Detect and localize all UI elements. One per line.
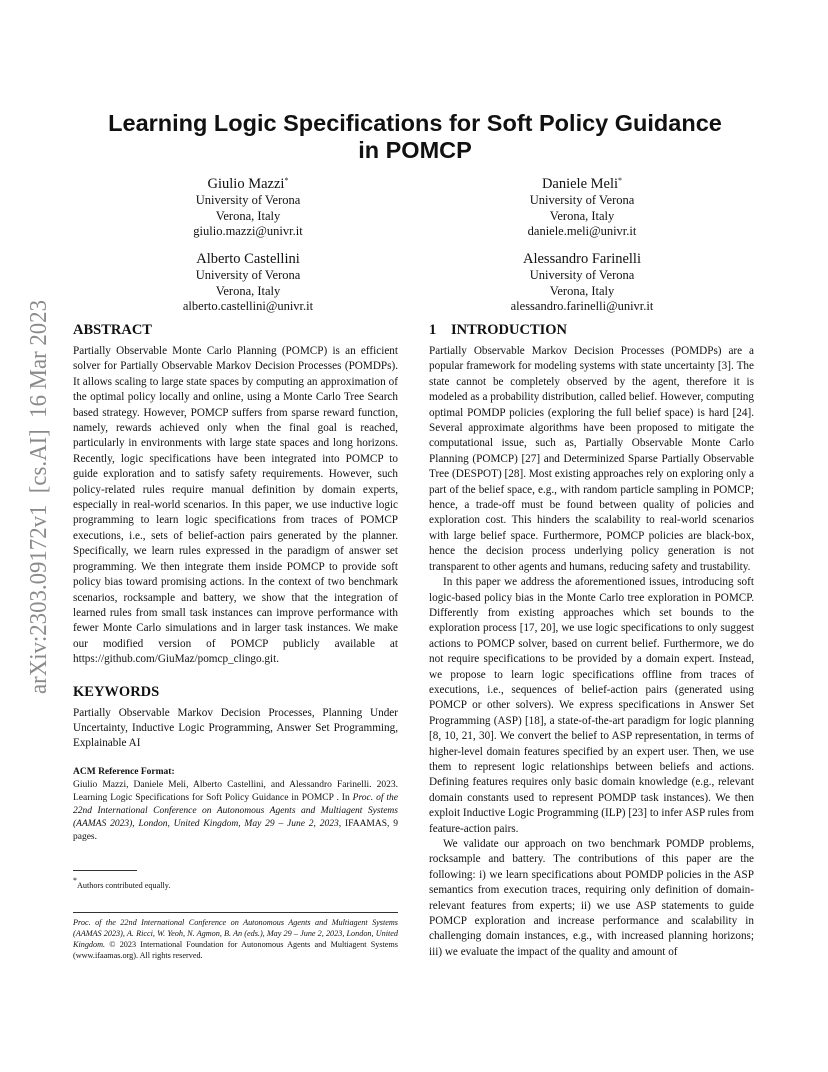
author-location: Verona, Italy [549,208,615,223]
paper-title [60,110,770,164]
footnote-rule [73,870,137,871]
abstract-heading: ABSTRACT [73,322,152,338]
arxiv-stamp-text: arXiv:2303.09172v1 [cs.AI] 16 Mar 2023 [26,297,52,694]
author-email: alessandro.farinelli@univr.it [510,299,654,314]
author-email: daniele.meli@univr.it [527,224,637,239]
proceedings-venue: Proc. of the 22nd International Conference on Autonomous Agents and Multiagent Systems (AAMAS 2023), A. Ricci, W. Yeoh, N. Agmon, B. An (eds.), May 29 – June 2, 2023, London, United Kingdom. [73,918,398,949]
footnote-mark: * [73,876,77,885]
introduction-heading: 1 INTRODUCTION [429,322,568,338]
author-block-2 [482,172,682,240]
keywords-heading: KEYWORDS [73,683,160,700]
author-affiliation: University of Verona [195,193,301,207]
keywords-text: Partially Observable Markov Decision Processes, Planning Under Uncertainty, Inductive Logic Programming, Answer Set Programming, Explainable AI [73,706,398,750]
acm-venue: Proc. of the 22nd International Conference on Autonomous Agents and Multiagent Systems (AAMAS 2023), London, United Kingdom, May 29 – June 2, 2023 [73,792,399,829]
author-name: Giulio Mazzi* [207,176,289,192]
author-location: Verona, Italy [215,208,281,223]
author-block-4 [482,250,682,315]
author-affiliation: University of Verona [195,268,301,282]
proceedings-note: Proc. of the 22nd International Conference on Autonomous Agents and Multiagent Systems (AAMAS 2023), A. Ricci, W. Yeoh, N. Agmon, B. An (eds.), May 29 – June 2, 2023, London, United Kingdom. © 2023 International Foundation for Autonomous Agents and Multiagent Systems (www.ifaamas.org). All rights reserved. [73,918,398,960]
author-email: alberto.castellini@univr.it [182,299,314,314]
arxiv-stamp [4,297,64,697]
author-name: Alessandro Farinelli [523,251,641,267]
acm-reference-heading: ACM Reference Format: [73,766,175,777]
section-number: 1 [429,322,437,338]
title-line-1: Learning Logic Specifications for Soft Policy Guidance [108,110,722,136]
arxiv-stamp-svg [4,297,64,697]
left-column [73,321,398,844]
author-name: Daniele Meli* [541,176,623,192]
proceedings-rule [73,912,398,913]
intro-paragraph-2: In this paper we address the aforementioned issues, introducing soft logic-based policy bias in the Monte Carlo tree exploration in POMCP. Differently from existing approaches which set bounds to the exploration process [17, 20], we use logic specifications to only suggest actions to POMCP solver, based on current belief. Furthermore, we do not require specifications to be provided by a domain expert. Instead, we propose to learn logic specifications offline from traces of executions, i.e., sequences of belief-action pairs (generated using POMCP or other solvers). We express specifications in Answer Set Programming (ASP) [18], a state-of-the-art paradigm for logic planning [8, 10, 21, 30]. We convert the belief to ASP representation, in terms of higher-level domain features specified by an expert user. Then, we use them to represent logic relationships between beliefs and actions. Defining features requires only basic domain knowledge (e.g., relevant domain constants used to represent POMDP task instances). We then exploit Inductive Logic Programming (ILP) [23] to infer ASP rules from feature-action pairs. [429,576,754,835]
intro-paragraph-1: Partially Observable Markov Decision Processes (POMDPs) are a popular framework for modeling systems with state uncertainty [3]. The state cannot be completely observed by the agent, therefore it is modeled as a probability distribution, called belief. However, computing optimal POMDP policies (exploring the full belief space) is hard [24]. Several approximate algorithms have been proposed to mitigate the computational issue, such as, Partially Observable Monte Carlo Planning (POMCP) [27] and Determinized Sparse Partially Observable Tree (DESPOT) [28]. Most existing approaches rely on exploring only a part of the belief space, e.g., with random particle sampling in POMCP; hence, a trade-off must be found between quality of policies and exploration cost. This hinders the scalability to real-world scenarios with large belief space. Furthermore, POMCP policies are black-box, hence the decision process underlying policy generation is not transparent to other agents and humans, reducing safety and trustability. [429,345,754,573]
equal-contribution-mark: * [284,176,289,185]
abstract-text: Partially Observable Monte Carlo Planning (POMCP) is an efficient solver for Partially Observable Markov Decision Processes (POMDPs). It allows scaling to large state spaces by computing an approximation of the optimal policy locally and online, using a Monte Carlo Tree Search based strategy. However, POMCP suffers from sparse reward function, namely, rewards achieved only when the final goal is reached, particularly in environments with large state spaces and long horizons. Recently, logic specifications have been integrated into POMCP to guide exploration and to satisfy safety requirements. However, such policy-related rules require manual definition by domain experts, especially in real-world scenarios. In this paper, we use inductive logic programming to learn logic specifications from traces of POMCP executions, i.e., sets of belief-action pairs generated by the planner. Specifically, we learn rules expressed in the paradigm of answer set programming. We then integrate them inside POMCP to provide soft policy bias toward promising actions. In the context of two benchmark scenarios, rocksample and battery, we show that the integration of learned rules from small task instances can improve performance with fewer Monte Carlo simulations and in larger task instances. We make our modified version of POMCP publicly available at https://github.com/GiuMaz/pomcp_clingo.git. [73,345,398,666]
author-name: Alberto Castellini [196,251,300,267]
author-affiliation: University of Verona [529,268,635,282]
title-line-2: in POMCP [358,137,472,163]
author-email: giulio.mazzi@univr.it [193,224,303,239]
intro-paragraph-3: We validate our approach on two benchmark POMDP problems, rocksample and battery. The contributions of this paper are the following: i) we learn specifications about POMDP policies in the ASP semantics from execution traces, requiring only definition of domain-relevant features from experts; ii) we use ASP statements to guide POMCP exploration and increase performance and scalability in challenging domain instances, e.g., with increased planning horizons; iii) we evaluate the impact of the quality and amount of [429,838,754,958]
author-location: Verona, Italy [549,283,615,298]
equal-contribution-mark: * [618,176,623,185]
footnote: *Authors contributed equally. [73,876,171,890]
author-block-1 [148,172,348,240]
author-affiliation: University of Verona [529,193,635,207]
author-location: Verona, Italy [215,283,281,298]
acm-reference-text: Giulio Mazzi, Daniele Meli, Alberto Castellini, and Alessandro Farinelli. 2023. Learning Logic Specifications for Soft Policy Guidance in POMCP . In Proc. of the 22nd International Conference on Autonomous Agents and Multiagent Systems (AAMAS 2023), London, United Kingdom, May 29 – June 2, 2023, IFAAMAS, 9 pages. [73,779,399,842]
author-block-3 [148,250,348,315]
right-column [429,321,754,960]
